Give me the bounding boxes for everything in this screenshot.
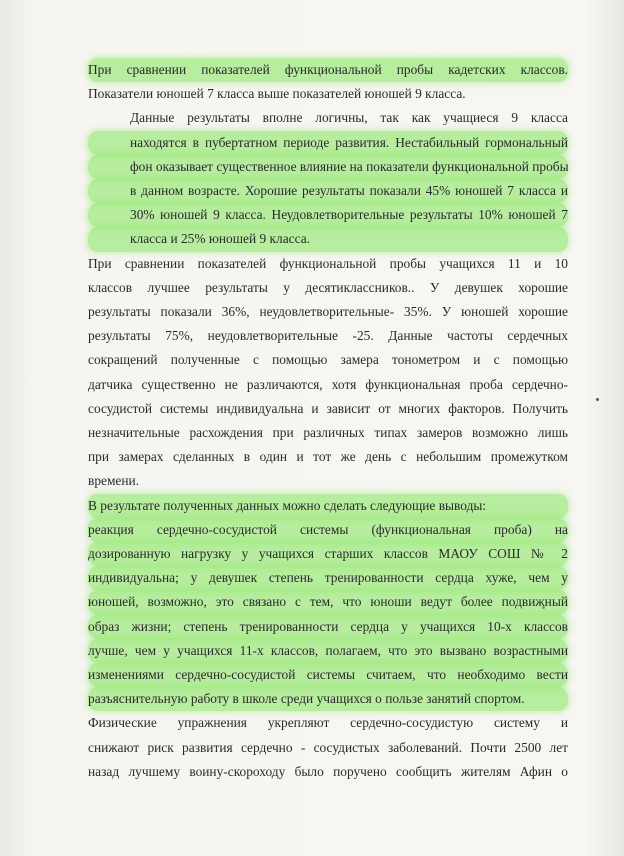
highlighted-text-line: в данном возрасте. Хорошие результаты показали 45% юношей 7 класса и bbox=[88, 179, 568, 203]
highlighted-text-line: разъяснительную работу в школе среди учащихся о пользе занятий спортом. bbox=[88, 687, 568, 711]
text-line: сокращений полученные с помощью замера тонометром и с помощью bbox=[88, 352, 568, 368]
highlighted-text-line: дозированную нагрузку у учащихся старших классов МАОУ СОШ № 2 bbox=[88, 542, 568, 566]
text-line: времени. bbox=[88, 473, 140, 489]
scan-speck bbox=[596, 398, 599, 401]
text-line: При сравнении показателей функциональной пробы учащихся 11 и 10 bbox=[88, 255, 568, 271]
paragraph bbox=[88, 494, 568, 712]
highlighted-text-line: лучше, чем у учащихся 11-х классов, полагаем, что это вызвано возрастными bbox=[88, 639, 568, 663]
highlighted-text-line: фон оказывает существенное влияние на показатели функциональной пробы bbox=[88, 155, 568, 179]
paragraph bbox=[88, 106, 568, 251]
text-line: датчика существенно не различаются, хотя функциональная проба сердечно- bbox=[88, 376, 568, 392]
highlighted-text-line: образ жизни; степень тренированности сердца у учащихся 10-х классов bbox=[88, 615, 568, 639]
highlighted-text-line: находятся в пубертатном периоде развития. Нестабильный гормональный bbox=[88, 131, 568, 155]
text-line: Данные результаты вполне логичны, так как учащиеся 9 класса bbox=[130, 110, 568, 126]
text-line: Показатели юношей 7 класса выше показателей юношей 9 класса. bbox=[88, 86, 466, 102]
text-line: при замерах сделанных в один и тот же день с небольшим промежутком bbox=[88, 449, 568, 465]
text-line: снижают риск развития сердечно - сосудистых заболеваний. Почти 2500 лет bbox=[88, 739, 568, 755]
text-line: назад лучшему воину-скороходу было поручено сообщить жителям Афин о bbox=[88, 763, 568, 779]
highlighted-text-line: юношей, возможно, это связано с тем, что юноши ведут более подвижный bbox=[88, 590, 568, 614]
highlighted-text-line: В результате полученных данных можно сделать следующие выводы: bbox=[88, 494, 568, 518]
highlighted-text-line: При сравнении показателей функциональной пробы кадетских классов. bbox=[88, 58, 568, 82]
text-line: классов лучшее результаты у десятиклассников.. У девушек хорошие bbox=[88, 279, 568, 295]
highlighted-text-line: индивидуальна; у девушек степень тренированности сердца хуже, чем у bbox=[88, 566, 568, 590]
paragraph bbox=[88, 252, 568, 494]
document-body bbox=[88, 58, 568, 784]
paragraph bbox=[88, 711, 568, 784]
text-line: сосудистой системы индивидуальна и зависит от многих факторов. Получить bbox=[88, 400, 568, 416]
text-line: Физические упражнения укрепляют сердечно-сосудистую систему и bbox=[88, 715, 568, 731]
highlighted-text-line: класса и 25% юношей 9 класса. bbox=[88, 227, 568, 251]
text-line: незначительные расхождения при различных типах замеров возможно лишь bbox=[88, 425, 568, 441]
paragraph bbox=[88, 58, 568, 106]
highlighted-text-line: реакция сердечно-сосудистой системы (функциональная проба) на bbox=[88, 518, 568, 542]
highlighted-text-line: 30% юношей 9 класса. Неудовлетворительные результаты 10% юношей 7 bbox=[88, 203, 568, 227]
text-line: результаты показали 36%, неудовлетворительные- 35%. У юношей хорошие bbox=[88, 304, 568, 320]
highlighted-text-line: изменениями сердечно-сосудистой системы считаем, что необходимо вести bbox=[88, 663, 568, 687]
text-line: результаты 75%, неудовлетворительные -25. Данные частоты сердечных bbox=[88, 328, 568, 344]
